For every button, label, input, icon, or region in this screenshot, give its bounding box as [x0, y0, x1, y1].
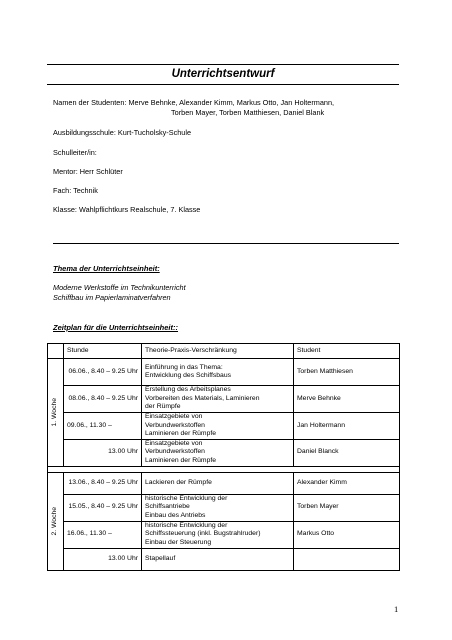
schedule-heading: Zeitplan für die Unterrichtseinheit::: [53, 323, 179, 332]
header-theorie: Theorie-Praxis-Verschränkung: [142, 344, 294, 359]
stunde-cell: 16.06., 11.30 –: [64, 521, 142, 548]
week-1-cell-label: 1. Woche: [51, 397, 59, 427]
separator-line: [53, 243, 399, 244]
stunde-cell: 08.06., 8.40 – 9.25 Uhr: [64, 386, 142, 413]
page-number: 1: [394, 604, 399, 614]
table-row: [48, 548, 400, 570]
theorie-line: Vorbereiten des Materials, Laminieren: [145, 394, 260, 402]
theorie-cell: [142, 548, 294, 570]
student-cell: Daniel Blanck: [294, 439, 400, 466]
class-line: Klasse: Wahlpflichtkurs Realschule, 7. Klasse: [53, 205, 201, 214]
students-names-1: Merve Behnke, Alexander Kimm, Markus Otto, Jan Holtermann,: [128, 98, 335, 107]
week-2-cell: [48, 472, 64, 570]
theorie-line: Schiffsantriebe: [145, 503, 190, 511]
table-row: [48, 439, 400, 466]
week-2-cell-wrap: [48, 506, 63, 536]
theorie-line: Einbau des Antriebs: [145, 511, 206, 519]
theorie-cell: [142, 413, 294, 440]
students-label: Namen der Studenten:: [53, 98, 127, 107]
theorie-line: Laminieren der Rümpfe: [145, 456, 217, 464]
week-1-cell-wrap: [48, 397, 63, 427]
theorie-cell: [142, 439, 294, 466]
school-line: Ausbildungsschule: Kurt-Tucholsky-Schule: [53, 128, 192, 137]
student-cell: Jan Holtermann: [294, 413, 400, 440]
theorie-line: Einsatzgebiete von: [145, 439, 203, 447]
theorie-cell: [142, 472, 294, 494]
student-cell: Torben Matthiesen: [294, 359, 400, 386]
theorie-line: Stapellauf: [145, 554, 176, 562]
theorie-cell: [142, 359, 294, 386]
stunde-cell: 13.00 Uhr: [64, 548, 142, 570]
theorie-line: historische Entwicklung der: [145, 521, 228, 529]
theorie-line: Schiffssteuerung (inkl. Bugstrahlruder): [145, 530, 261, 538]
stunde-cell: 13.06., 8.40 – 9.25 Uhr: [64, 472, 142, 494]
theorie-cell: [142, 521, 294, 548]
student-cell: Markus Otto: [294, 521, 400, 548]
week-2-cell-label: 2. Woche: [51, 506, 59, 536]
header-student: Student: [294, 344, 400, 359]
theorie-line: Einführung in das Thema:: [145, 363, 223, 371]
student-cell: [294, 548, 400, 570]
header-stunde: Stunde: [64, 344, 142, 359]
stunde-cell: 13.00 Uhr: [64, 439, 142, 466]
theme-text: [53, 283, 186, 303]
theorie-line: Entwicklung des Schiffsbaus: [145, 372, 232, 379]
table-row: [48, 413, 400, 440]
theorie-line: Verbundwerkstoffen: [145, 421, 205, 429]
theme-line-1: Moderne Werkstoffe im Technikunterricht: [53, 283, 186, 292]
schedule-table-body: [48, 344, 400, 571]
schedule-header-row: [48, 344, 400, 359]
table-row: [48, 472, 400, 494]
table-row: [48, 521, 400, 548]
subject-line: Fach: Technik: [53, 186, 98, 195]
stunde-cell: 15.05., 8.40 – 9.25 Uhr: [64, 494, 142, 521]
theorie-line: Einsatzgebiete von: [145, 413, 203, 420]
theme-heading: Thema der Unterrichtseinheit:: [53, 264, 160, 273]
student-cell: Alexander Kimm: [294, 472, 400, 494]
theorie-cell: [142, 494, 294, 521]
students-line-1: [53, 98, 334, 108]
principal-line: Schulleiter/in:: [53, 148, 97, 157]
table-row: [48, 359, 400, 386]
mentor-line: Mentor: Herr Schlüter: [53, 167, 123, 176]
theorie-line: Verbundwerkstoffen: [145, 448, 205, 456]
table-row: [48, 386, 400, 413]
header-week-cell: [48, 344, 64, 359]
theorie-line: Einbau der Steuerung: [145, 538, 212, 546]
students-names-2: Torben Mayer, Torben Matthiesen, Daniel Blank: [171, 108, 325, 117]
table-row: [48, 494, 400, 521]
week-1-cell: [48, 359, 64, 467]
theorie-line: Lackieren der Rümpfe: [145, 478, 212, 486]
student-cell: Merve Behnke: [294, 386, 400, 413]
document-title: Unterrichtsentwurf: [47, 64, 399, 85]
stunde-cell: 06.06., 8.40 – 9.25 Uhr: [64, 359, 142, 386]
theorie-line: Laminieren der Rümpfe: [145, 430, 217, 437]
stunde-cell: 09.06., 11.30 –: [64, 413, 142, 440]
theorie-line: der Rümpfe: [145, 403, 181, 411]
theorie-cell: [142, 386, 294, 413]
schedule-table: [47, 343, 400, 571]
student-cell: Torben Mayer: [294, 494, 400, 521]
theorie-line: Erstellung des Arbeitsplanes: [145, 386, 231, 394]
theme-line-2: Schiffbau im Papierlaminatverfahren: [53, 293, 171, 302]
theorie-line: historische Entwicklung der: [145, 494, 228, 502]
